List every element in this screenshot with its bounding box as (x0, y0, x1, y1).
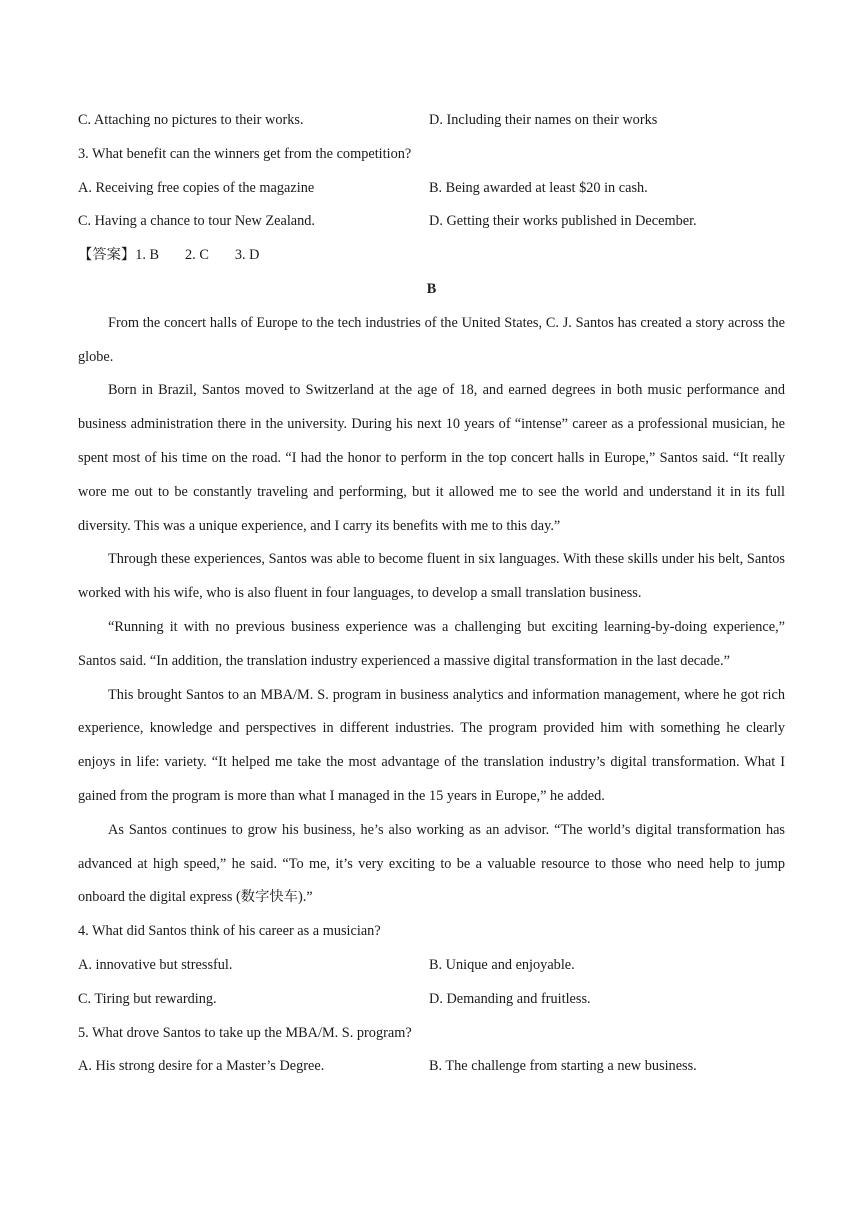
passage-paragraph: Born in Brazil, Santos moved to Switzerland at the age of 18, and earned degrees in both music performance and business administration there in the university. During his next 10 years of “intense” career as a professional musician, he spent most of his time on the road. “I had the honor to perform in the top concert halls in Europe,” Santos said. “It really wore me out to be constantly traveling and performing, but it allowed me to see the world and understand it in its full diversity. This was a unique experience, and I carry its benefits with me to this day.” (78, 382, 785, 534)
passage-paragraph: This brought Santos to an MBA/M. S. program in business analytics and information management, where he got rich experience, knowledge and perspectives in different industries. The program provided him with something he clearly enjoys in life: variety. “It helped me take the most advantage of the translation industry’s digital transformation. What I gained from the program is more than what I managed in the 15 years in Europe,” he added. (78, 686, 785, 804)
answer-item: 1. B (135, 247, 160, 264)
q4-option-b: B. Unique and enjoyable. (429, 956, 575, 973)
q3-options-ab (78, 172, 785, 206)
section-title: B (426, 280, 437, 297)
answer-item: 2. C (185, 247, 209, 264)
answer-label: 【答案】 (78, 247, 136, 264)
q3-stem: 3. What benefit can the winners get from the competition? (78, 145, 412, 162)
answer-item: 3. D (234, 247, 260, 264)
q3-option-b: B. Being awarded at least $20 in cash. (429, 179, 648, 196)
passage-paragraph: Through these experiences, Santos was able to become fluent in six languages. With these skills under his belt, Santos worked with his wife, who is also fluent in four languages, to develop a small translation business. (78, 551, 785, 602)
q4-stem: 4. What did Santos think of his career as a musician? (78, 923, 381, 940)
q5-option-a: A. His strong desire for a Master’s Degree. (78, 1058, 325, 1075)
q5-stem: 5. What drove Santos to take up the MBA/M. S. program? (78, 1024, 412, 1041)
q5-option-b: B. The challenge from starting a new business. (429, 1058, 697, 1075)
q4-options-cd (78, 983, 785, 1017)
q3-options-cd (78, 205, 785, 239)
q2-options-cd (78, 104, 785, 138)
q2-option-c: C. Attaching no pictures to their works. (78, 112, 304, 128)
passage-paragraph: From the concert halls of Europe to the tech industries of the United States, C. J. Santos has created a story across the globe. (78, 314, 785, 365)
q3-option-a: A. Receiving free copies of the magazine (78, 179, 315, 196)
q3-option-d: D. Getting their works published in December. (429, 213, 697, 230)
q5-options-ab (78, 1050, 785, 1084)
q4-option-a: A. innovative but stressful. (78, 956, 233, 973)
passage-paragraph: As Santos continues to grow his business, he’s also working as an advisor. “The world’s digital transformation has advanced at high speed,” he said. “To me, it’s very exciting to be a valuable resource to those who need help to jump onboard the digital express (数字快车).” (78, 821, 785, 906)
q4-option-d: D. Demanding and fruitless. (429, 990, 591, 1007)
q4-options-ab (78, 949, 785, 983)
document-page (78, 104, 785, 1084)
passage-paragraph: “Running it with no previous business experience was a challenging but exciting learning-by-doing experience,” Santos said. “In addition, the translation industry experienced a massive digital transformation in the last decade.” (78, 618, 785, 669)
q3-option-c: C. Having a chance to tour New Zealand. (78, 213, 316, 230)
q2-option-d: D. Including their names on their works (429, 112, 658, 128)
answer-key (78, 239, 785, 273)
q4-option-c: C. Tiring but rewarding. (78, 990, 217, 1007)
